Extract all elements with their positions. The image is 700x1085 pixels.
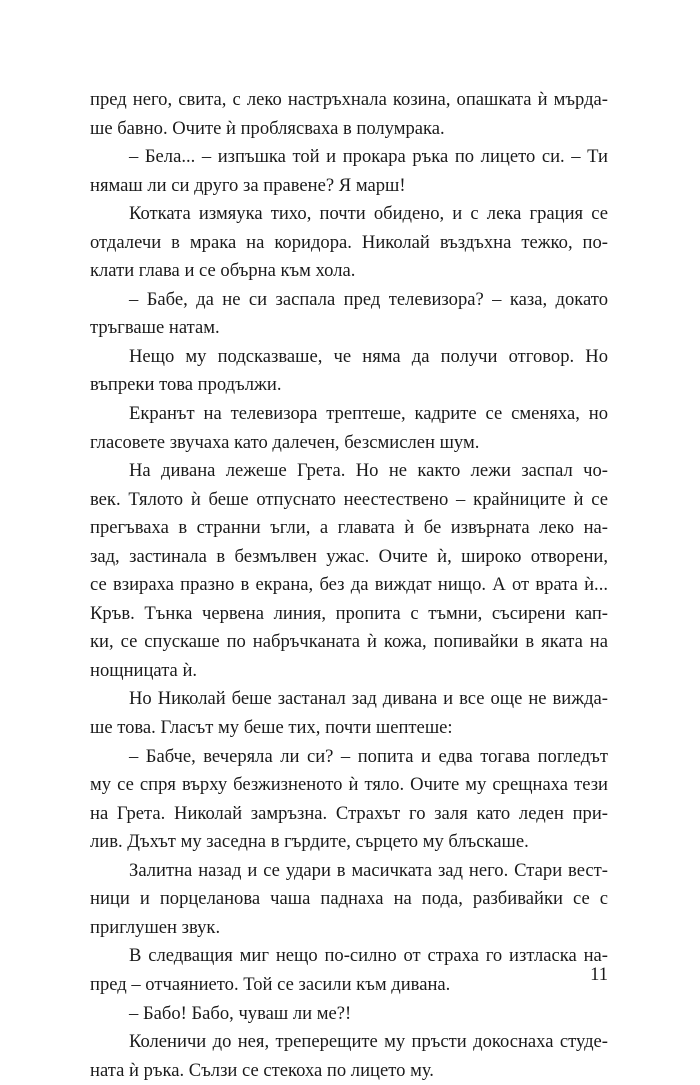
body-text <box>90 86 608 1085</box>
text-line: лив. Дъхът му заседна в гърдите, сърцето му блъскаше. <box>90 831 529 853</box>
text-line: ната ѝ ръка. Сълзи се стекоха по лицето му. <box>90 1059 434 1081</box>
text-line: В следващия миг нещо по-силно от страха го изтласка на- <box>129 945 608 967</box>
text-line: – Бабо! Бабо, чуваш ли ме?! <box>129 1002 352 1024</box>
text-line: пред – отчаянието. Той се засили към дивана. <box>90 973 451 995</box>
text-line: – Бела... – изпъшка той и прокара ръка по лицето си. – Ти <box>129 146 608 168</box>
text-line: Кръв. Тънка червена линия, пропита с тъмни, съсирени кап- <box>90 602 608 624</box>
text-line: – Бабче, вечеряла ли си? – попита и едва тогава погледът <box>129 745 608 767</box>
text-line: Екранът на телевизора трептеше, кадрите се сменяха, но <box>129 403 608 425</box>
text-line: отдалечи в мрака на коридора. Николай въздъхна тежко, по- <box>90 231 608 253</box>
text-line: Нещо му подсказваше, че няма да получи отговор. Но <box>129 345 608 367</box>
text-line: нощницата ѝ. <box>90 659 198 681</box>
text-line: клати глава и се обърна към хола. <box>90 260 356 282</box>
text-line: Коленичи до нея, треперещите му пръсти докоснаха студе- <box>129 1031 608 1053</box>
text-line: на Грета. Николай замръзна. Страхът го заля като леден при- <box>90 802 608 824</box>
text-line: му се спря върху безжизненото ѝ тяло. Очите му срещнаха тези <box>90 774 608 796</box>
text-line: приглушен звук. <box>90 916 221 938</box>
text-line: ше бавно. Очите ѝ проблясваха в полумрака. <box>90 117 445 139</box>
text-line: век. Тялото ѝ беше отпуснато неестествено – крайниците ѝ се <box>90 488 608 510</box>
text-line: Котката измяука тихо, почти обидено, и с лека грация се <box>129 203 608 225</box>
text-line: На дивана лежеше Грета. Но не както лежи заспал чо- <box>129 460 608 482</box>
text-line: ници и порцеланова чаша паднаха на пода, разбивайки се с <box>90 888 608 910</box>
text-line: прегъваха в странни ъгли, а главата ѝ бе извърната леко на- <box>90 517 608 539</box>
text-line: ше това. Гласът му беше тих, почти шептеше: <box>90 717 453 739</box>
text-line: се взираха празно в екрана, без да виждат нищо. А от врата ѝ... <box>90 574 608 596</box>
text-line: – Бабе, да не си заспала пред телевизора? – каза, докато <box>129 288 608 310</box>
text-line: Залитна назад и се удари в масичката зад него. Стари вест- <box>129 859 608 881</box>
text-line: тръгваше натам. <box>90 317 220 339</box>
text-line: гласовете звучаха като далечен, безсмислен шум. <box>90 431 480 453</box>
text-line: въпреки това продължи. <box>90 374 282 396</box>
page-number: 11 <box>590 964 608 985</box>
text-line: пред него, свита, с леко настръхнала козина, опашката ѝ мърда- <box>90 89 608 110</box>
text-line: ки, се спускаше по набръчканата ѝ кожа, попивайки в яката на <box>90 631 608 653</box>
text-line: нямаш ли си друго за правене? Я марш! <box>90 174 406 196</box>
text-line: зад, застинала в безмълвен ужас. Очите ѝ, широко отворени, <box>90 545 608 567</box>
text-line: Но Николай беше застанал зад дивана и все още не вижда- <box>129 688 608 710</box>
